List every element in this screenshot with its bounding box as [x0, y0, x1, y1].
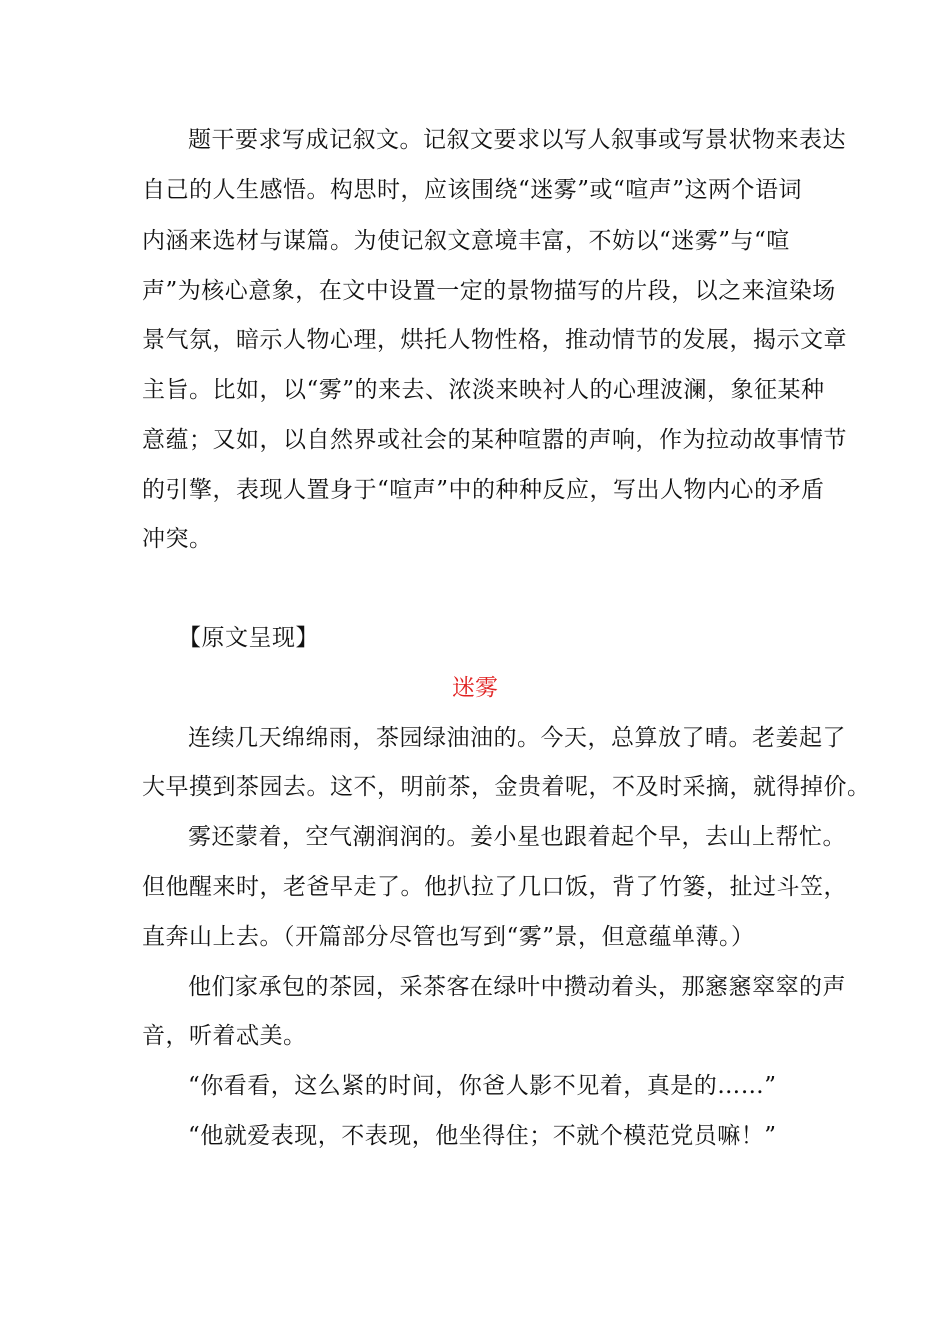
essay-line-5: 直奔山上去。（开篇部分尽管也写到“雾”景，但意蕴单薄。）	[142, 924, 755, 950]
intro-line-4: 声”为核心意象，在文中设置一定的景物描写的片段，以之来渲染场	[142, 278, 836, 304]
intro-line-8: 的引擎，表现人置身于“喧声”中的种种反应，写出人物内心的矛盾	[142, 477, 825, 503]
intro-line-7: 意蕴；又如，以自然界或社会的某种喧嚣的声响，作为拉动故事情节	[142, 427, 847, 453]
intro-line-5: 景气氛，暗示人物心理，烘托人物性格，推动情节的发展，揭示文章	[142, 327, 847, 353]
intro-line-1: 题干要求写成记叙文。记叙文要求以写人叙事或写景状物来表达	[188, 127, 846, 153]
intro-line-9: 冲突。	[142, 526, 213, 552]
essay-line-2: 大早摸到茶园去。这不，明前茶，金贵着呢，不及时采摘，就得掉价。	[142, 774, 871, 800]
essay-line-3: 雾还蒙着，空气潮润润的。姜小星也跟着起个早，去山上帮忙。	[188, 824, 846, 850]
essay-line-9: “他就爱表现，不表现，他坐得住；不就个模范党员嘛！”	[188, 1123, 777, 1149]
intro-line-6: 主旨。比如，以“雾”的来去、浓淡来映衬人的心理波澜，象征某种	[142, 377, 825, 403]
intro-line-2: 自己的人生感悟。构思时，应该围绕“迷雾”或“喧声”这两个语词	[142, 177, 803, 203]
essay-line-6: 他们家承包的茶园，采茶客在绿叶中攒动着头，那窸窸窣窣的声	[188, 974, 846, 1000]
essay-line-8: “你看看，这么紧的时间，你爸人影不见着，真是的……”	[188, 1073, 777, 1099]
essay-line-4: 但他醒来时，老爸早走了。他扒拉了几口饭，背了竹篓，扯过斗笠，	[142, 874, 847, 900]
essay-title: 迷雾	[452, 675, 498, 701]
intro-line-3: 内涵来选材与谋篇。为使记叙文意境丰富，不妨以“迷雾”与“喧	[142, 228, 790, 254]
section-heading: 【原文呈现】	[178, 625, 319, 651]
essay-line-1: 连续几天绵绵雨，茶园绿油油的。今天，总算放了晴。老姜起了	[188, 725, 846, 751]
essay-line-7: 音，听着忒美。	[142, 1023, 307, 1049]
